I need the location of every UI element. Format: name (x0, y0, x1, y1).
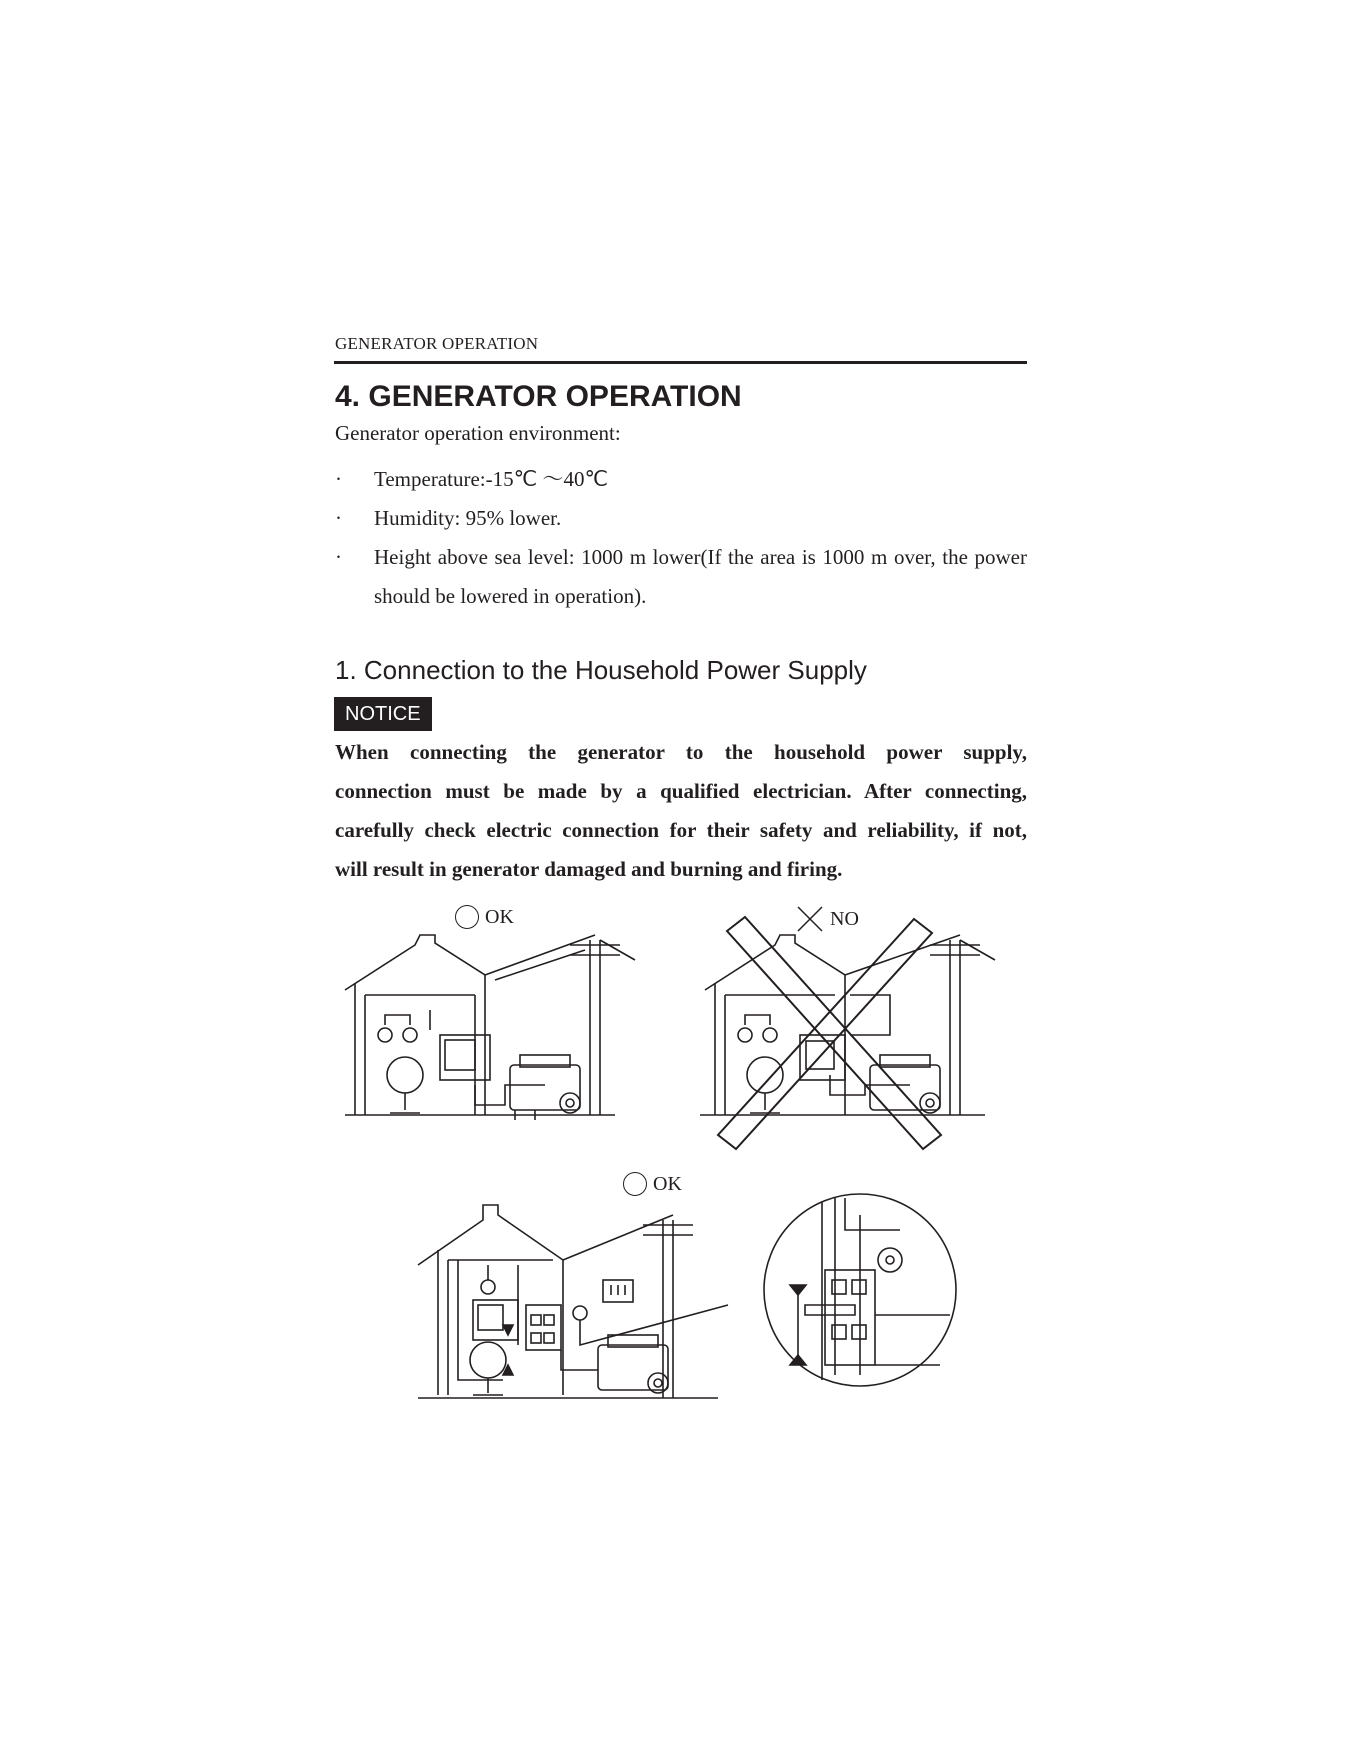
ok-label-top-left (455, 905, 514, 929)
ok-circle-icon (623, 1172, 647, 1196)
environment-item-height (335, 538, 1027, 616)
header-rule (334, 361, 1027, 364)
running-header: GENERATOR OPERATION (335, 334, 539, 353)
environment-item-text: Temperature:-15℃ ～40℃ (374, 467, 609, 491)
environment-list (335, 460, 1027, 616)
house-illustration-ok (345, 935, 665, 1135)
environment-intro: Generator operation environment: (335, 421, 621, 445)
notice-line: will result in generator damaged and burning and firing. (335, 857, 843, 881)
bullet-icon: · (335, 545, 342, 569)
environment-item-temperature (335, 460, 1027, 499)
notice-line: carefully check electric connection for their safety and reliability, if not, (335, 818, 1027, 842)
notice-body (335, 733, 1027, 889)
ok-text: OK (485, 905, 514, 928)
magnifier-detail-illustration (760, 1190, 960, 1390)
section-title: 1. Connection to the Household Power Supply (335, 655, 867, 685)
bullet-icon: · (335, 467, 342, 491)
ok-text: OK (653, 1172, 682, 1195)
notice-line: connection must be made by a qualified electrician. After connecting, (335, 779, 1027, 803)
ok-circle-icon (455, 905, 479, 929)
environment-item-humidity (335, 499, 1027, 538)
environment-item-text: Height above sea level: 1000 m lower(If the area is 1000 m over, the power should be lowered in operation). (374, 545, 1027, 608)
environment-item-text: Humidity: 95% lower. (374, 506, 562, 530)
house-illustration-transfer-switch (418, 1195, 748, 1405)
no-text: NO (830, 907, 859, 930)
ok-label-bottom (623, 1172, 682, 1196)
bullet-icon: · (335, 506, 342, 530)
notice-line: When connecting the generator to the household power supply, (335, 740, 1027, 764)
house-illustration-no (700, 925, 1040, 1145)
page-title: 4. GENERATOR OPERATION (335, 380, 742, 413)
notice-badge: NOTICE (334, 697, 432, 731)
